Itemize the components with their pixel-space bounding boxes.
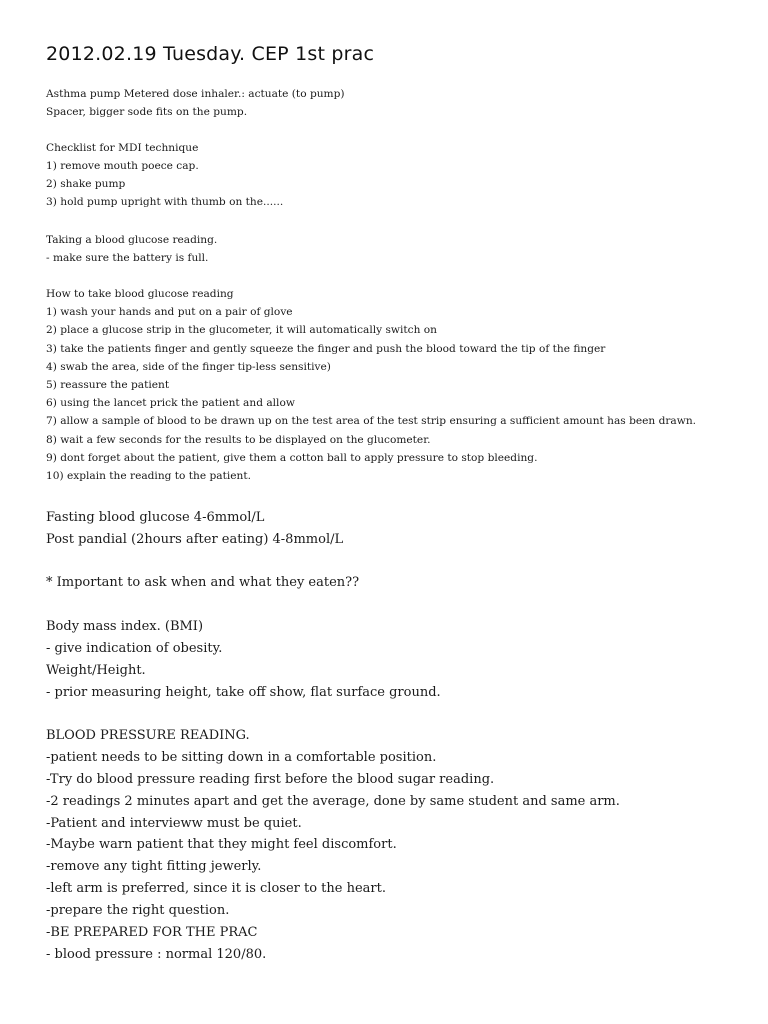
bp-line: -remove any tight fitting jewerly. — [46, 859, 262, 874]
important-note: * Important to ask when and what they eaten?? — [46, 575, 360, 590]
glucose-howto-heading: How to take blood glucose reading — [46, 288, 234, 300]
page-title: 2012.02.19 Tuesday. CEP 1st prac — [46, 43, 375, 65]
bp-line: -left arm is preferred, since it is closer to the heart. — [46, 881, 386, 896]
glucose-step: 7) allow a sample of blood to be drawn up on the test area of the test strip ensuring a sufficient amount has been drawn. — [46, 415, 697, 427]
mdi-checklist-heading: Checklist for MDI technique — [46, 142, 199, 154]
bmi-line: - give indication of obesity. — [46, 641, 223, 656]
inhaler-line: Asthma pump Metered dose inhaler.: actuate (to pump) — [46, 88, 345, 100]
spacer-line: Spacer, bigger sode fits on the pump. — [46, 106, 248, 118]
post-prandial-line: Post pandial (2hours after eating) 4-8mmol/L — [46, 532, 344, 547]
bmi-line: Weight/Height. — [46, 663, 146, 678]
glucose-step: 3) take the patients finger and gently squeeze the finger and push the blood toward the tip of the finger — [46, 343, 606, 355]
glucose-step: 8) wait a few seconds for the results to be displayed on the glucometer. — [46, 434, 431, 446]
bp-line: -Maybe warn patient that they might feel discomfort. — [46, 837, 397, 852]
glucose-step: 2) place a glucose strip in the glucometer, it will automatically switch on — [46, 324, 437, 336]
glucose-step: 6) using the lancet prick the patient and allow — [46, 397, 295, 409]
mdi-step: 2) shake pump — [46, 178, 126, 190]
mdi-step: 3) hold pump upright with thumb on the...... — [46, 196, 284, 208]
bmi-line: - prior measuring height, take off show, flat surface ground. — [46, 685, 441, 700]
glucose-step: 9) dont forget about the patient, give them a cotton ball to apply pressure to stop bleeding. — [46, 452, 538, 464]
bp-line: -Patient and intervieww must be quiet. — [46, 816, 302, 831]
bp-line: - blood pressure : normal 120/80. — [46, 947, 267, 962]
bp-line: -prepare the right question. — [46, 903, 230, 918]
bp-line: -Try do blood pressure reading first before the blood sugar reading. — [46, 772, 495, 787]
bp-line: -BE PREPARED FOR THE PRAC — [46, 925, 258, 940]
glucose-step: 5) reassure the patient — [46, 379, 170, 391]
bp-line: -2 readings 2 minutes apart and get the average, done by same student and same arm. — [46, 794, 620, 809]
mdi-step: 1) remove mouth poece cap. — [46, 160, 199, 172]
bp-line: -patient needs to be sitting down in a comfortable position. — [46, 750, 437, 765]
glucose-intro-note: - make sure the battery is full. — [46, 252, 209, 264]
glucose-step: 4) swab the area, side of the finger tip-less sensitive) — [46, 361, 331, 373]
fasting-glucose-line: Fasting blood glucose 4-6mmol/L — [46, 510, 265, 525]
bp-heading: BLOOD PRESSURE READING. — [46, 728, 250, 743]
glucose-intro-heading: Taking a blood glucose reading. — [46, 234, 218, 246]
bmi-heading: Body mass index. (BMI) — [46, 619, 204, 634]
glucose-step: 1) wash your hands and put on a pair of glove — [46, 306, 293, 318]
glucose-step: 10) explain the reading to the patient. — [46, 470, 251, 482]
